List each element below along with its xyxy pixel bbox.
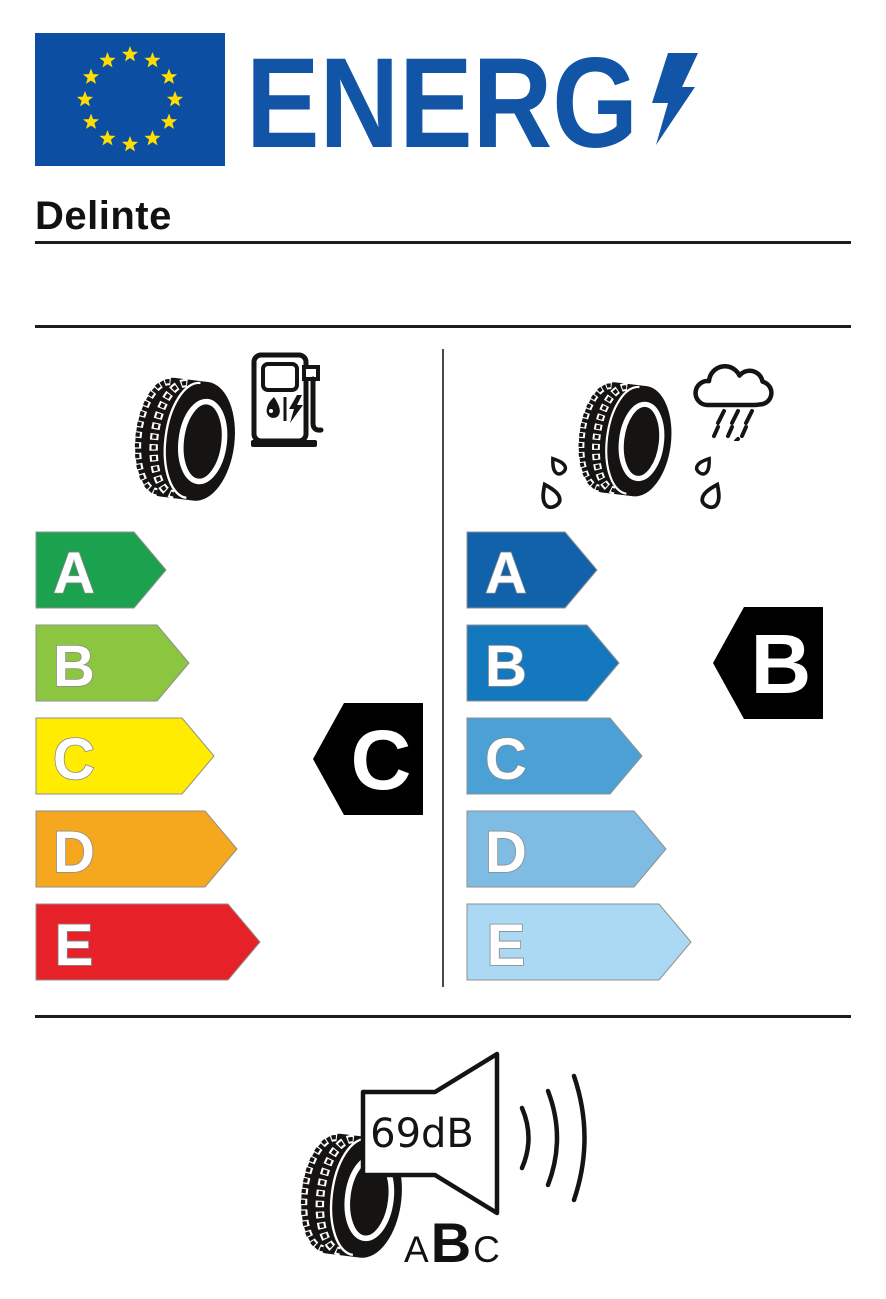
fuel-class-label-c: C bbox=[53, 727, 95, 792]
fuel-class-arrow-e bbox=[35, 903, 261, 981]
wet-grip-tire-icon bbox=[574, 374, 678, 505]
wet-class-label-e: E bbox=[486, 913, 526, 978]
energy-logo-text: ENERG bbox=[246, 32, 638, 172]
fuel-class-arrow-b bbox=[35, 624, 190, 702]
fuel-class-label-a: A bbox=[53, 541, 95, 606]
fuel-rating-badge bbox=[312, 702, 424, 816]
brand-name: Delinte bbox=[35, 194, 172, 238]
noise-class-b-selected: B bbox=[430, 1211, 472, 1274]
noise-class-scale bbox=[404, 1210, 500, 1275]
fuel-class-arrow-a bbox=[35, 531, 167, 609]
rule-top bbox=[35, 241, 851, 244]
splash-right-icon bbox=[684, 450, 730, 514]
rule-lower bbox=[35, 1015, 851, 1018]
sound-waves-icon bbox=[522, 1076, 585, 1200]
noise-class-c: C bbox=[473, 1229, 500, 1270]
rain-cloud-icon bbox=[682, 349, 778, 441]
noise-speaker-icon bbox=[352, 1046, 602, 1221]
fuel-class-arrow-d bbox=[35, 810, 238, 888]
panel-divider bbox=[442, 349, 444, 987]
fuel-class-arrow-c bbox=[35, 717, 215, 795]
wet-class-label-b: B bbox=[485, 634, 527, 699]
wet-rating-value: B bbox=[750, 617, 812, 711]
eu-flag bbox=[35, 33, 225, 166]
wet-rating-badge bbox=[712, 606, 824, 720]
energy-logo bbox=[246, 32, 726, 172]
wet-class-label-c: C bbox=[485, 727, 527, 792]
fuel-class-label-e: E bbox=[54, 913, 94, 978]
noise-value: 69dB bbox=[370, 1111, 474, 1157]
wet-class-arrow-e bbox=[466, 903, 692, 981]
wet-class-arrow-c bbox=[466, 717, 643, 795]
fuel-class-label-b: B bbox=[53, 634, 95, 699]
wet-class-label-a: A bbox=[485, 541, 527, 606]
wet-class-label-d: D bbox=[485, 820, 527, 885]
fuel-class-label-d: D bbox=[53, 820, 95, 885]
noise-class-a: A bbox=[404, 1229, 429, 1270]
wet-class-arrow-a bbox=[466, 531, 598, 609]
splash-left-icon bbox=[532, 450, 578, 514]
fuel-tire-icon bbox=[130, 374, 242, 505]
fuel-pump-icon bbox=[247, 351, 327, 448]
wet-class-arrow-d bbox=[466, 810, 667, 888]
wet-class-arrow-b bbox=[466, 624, 620, 702]
fuel-rating-value: C bbox=[350, 713, 412, 807]
lightning-bolt-icon bbox=[652, 53, 698, 145]
rain-drops-icon bbox=[714, 411, 752, 441]
rule-upper bbox=[35, 325, 851, 328]
